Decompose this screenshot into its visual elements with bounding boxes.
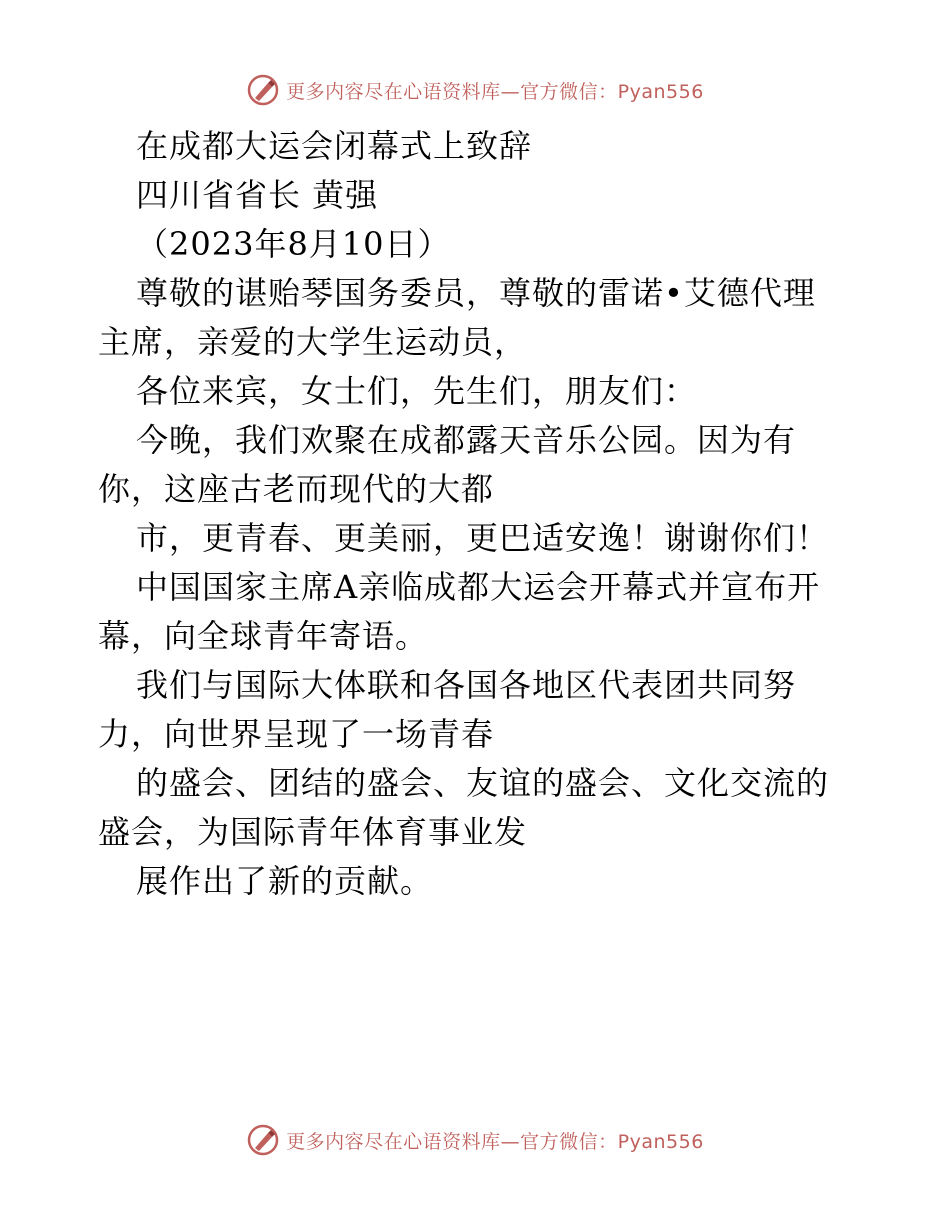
watermark-text: 更多内容尽在心语资料库—官方微信：Pyan556	[286, 1130, 704, 1153]
footer-watermark	[0, 1120, 950, 1160]
text-line: 力，向世界呈现了一场青春	[98, 715, 495, 753]
header-watermark	[0, 70, 950, 110]
pen-logo-icon	[246, 73, 280, 107]
text-line: （2023年8月10日）	[136, 225, 451, 263]
text-line: 的盛会、团结的盛会、友谊的盛会、文化交流的	[136, 764, 830, 802]
text-line: 尊敬的谌贻琴国务委员，尊敬的雷诺•艾德代理	[136, 274, 816, 312]
text-line: 盛会，为国际青年体育事业发	[98, 813, 528, 851]
pen-logo-icon	[246, 1123, 280, 1157]
text-line: 各位来宾，女士们，先生们，朋友们：	[136, 372, 698, 410]
document-body	[98, 122, 858, 906]
text-line: 主席，亲爱的大学生运动员，	[98, 323, 528, 361]
text-line: 四川省省长 黄强	[136, 176, 379, 214]
text-line: 展作出了新的贡献。	[136, 862, 434, 900]
text-line: 我们与国际大体联和各国各地区代表团共同努	[136, 666, 797, 704]
watermark-text: 更多内容尽在心语资料库—官方微信：Pyan556	[286, 80, 704, 103]
text-line: 中国国家主席A亲临成都大运会开幕式并宣布开	[136, 568, 821, 606]
text-line: 在成都大运会闭幕式上致辞	[136, 127, 533, 165]
text-line: 你，这座古老而现代的大都	[98, 470, 495, 508]
text-line: 市，更青春、更美丽，更巴适安逸！谢谢你们！	[136, 519, 830, 557]
text-line: 幕，向全球青年寄语。	[98, 617, 429, 655]
text-line: 今晚，我们欢聚在成都露天音乐公园。因为有	[136, 421, 797, 459]
